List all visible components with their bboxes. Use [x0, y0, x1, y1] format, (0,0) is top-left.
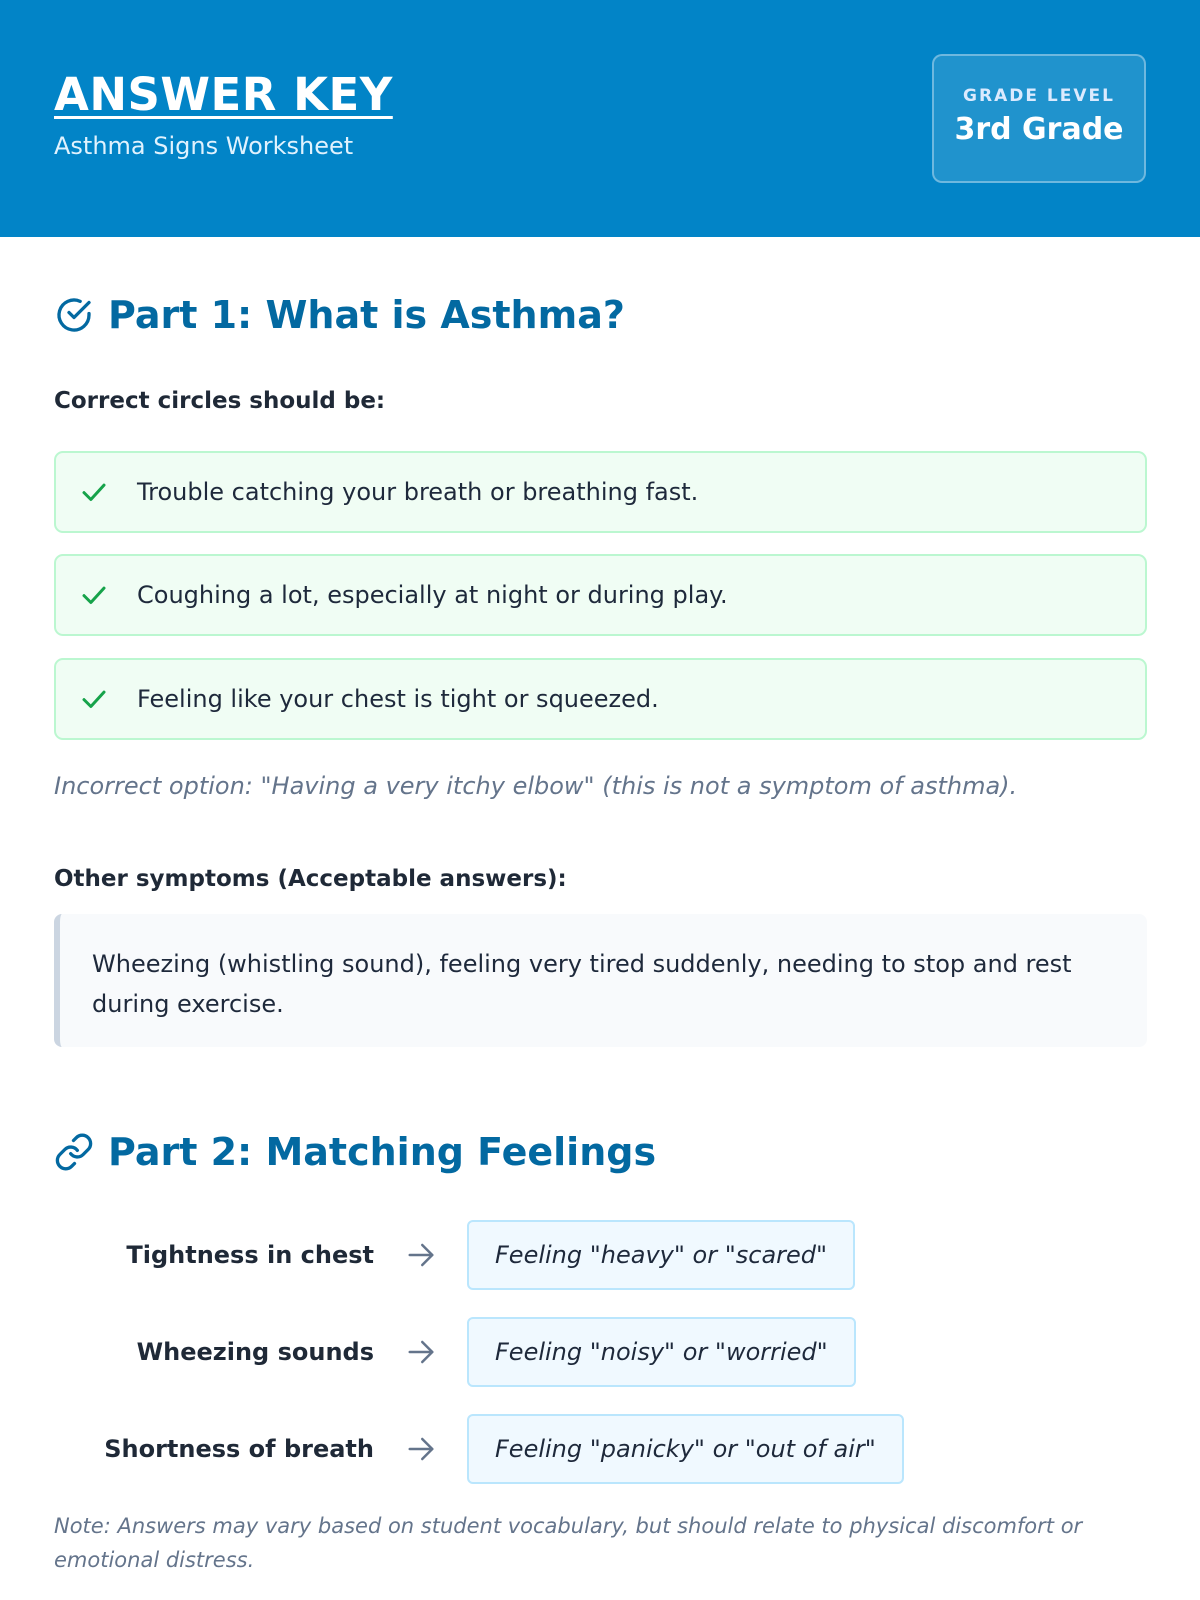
other-symptoms-answer: Wheezing (whistling sound), feeling very tired suddenly, needing to stop and rest during exercise. [54, 914, 1147, 1047]
symptom-label: Tightness in chest [126, 1241, 374, 1269]
part1-heading [54, 293, 625, 337]
part1-heading-text: Part 1: What is Asthma? [108, 293, 625, 337]
arrow-right-icon [405, 1240, 437, 1270]
correct-circles-label: Correct circles should be: [54, 388, 386, 414]
arrow-right-icon [405, 1434, 437, 1464]
check-circle-icon [54, 295, 94, 335]
incorrect-option-note: Incorrect option: "Having a very itchy elbow" (this is not a symptom of asthma). [54, 772, 1018, 800]
checkmark-icon [79, 477, 109, 507]
correct-answer-item [54, 451, 1147, 533]
correct-answer-item [54, 658, 1147, 740]
correct-answer-item [54, 554, 1147, 636]
grade-level-badge [932, 54, 1146, 183]
correct-answer-text: Feeling like your chest is tight or squeezed. [137, 685, 659, 713]
feeling-answer: Feeling "panicky" or "out of air" [467, 1414, 904, 1484]
symptom-label: Shortness of breath [104, 1435, 374, 1463]
link-icon [54, 1132, 94, 1172]
match-row [0, 1317, 1200, 1387]
checkmark-icon [79, 684, 109, 714]
checkmark-icon [79, 580, 109, 610]
page-title: ANSWER KEY [54, 68, 393, 121]
page-subtitle: Asthma Signs Worksheet [54, 132, 354, 160]
match-row [0, 1220, 1200, 1290]
correct-answer-text: Coughing a lot, especially at night or during play. [137, 581, 728, 609]
symptom-label: Wheezing sounds [136, 1338, 374, 1366]
arrow-right-icon [405, 1337, 437, 1367]
correct-answer-text: Trouble catching your breath or breathing fast. [137, 478, 699, 506]
other-symptoms-label: Other symptoms (Acceptable answers): [54, 866, 567, 892]
part2-heading [54, 1130, 656, 1174]
header-banner [0, 0, 1200, 237]
match-row [0, 1414, 1200, 1484]
feeling-answer: Feeling "noisy" or "worried" [467, 1317, 856, 1387]
grade-level-value: 3rd Grade [954, 112, 1124, 147]
grade-level-label: GRADE LEVEL [963, 86, 1115, 106]
answers-may-vary-note: Note: Answers may vary based on student vocabulary, but should relate to physical discomfort or emotional distress. [54, 1514, 1083, 1572]
feeling-answer: Feeling "heavy" or "scared" [467, 1220, 855, 1290]
part2-heading-text: Part 2: Matching Feelings [108, 1130, 657, 1174]
